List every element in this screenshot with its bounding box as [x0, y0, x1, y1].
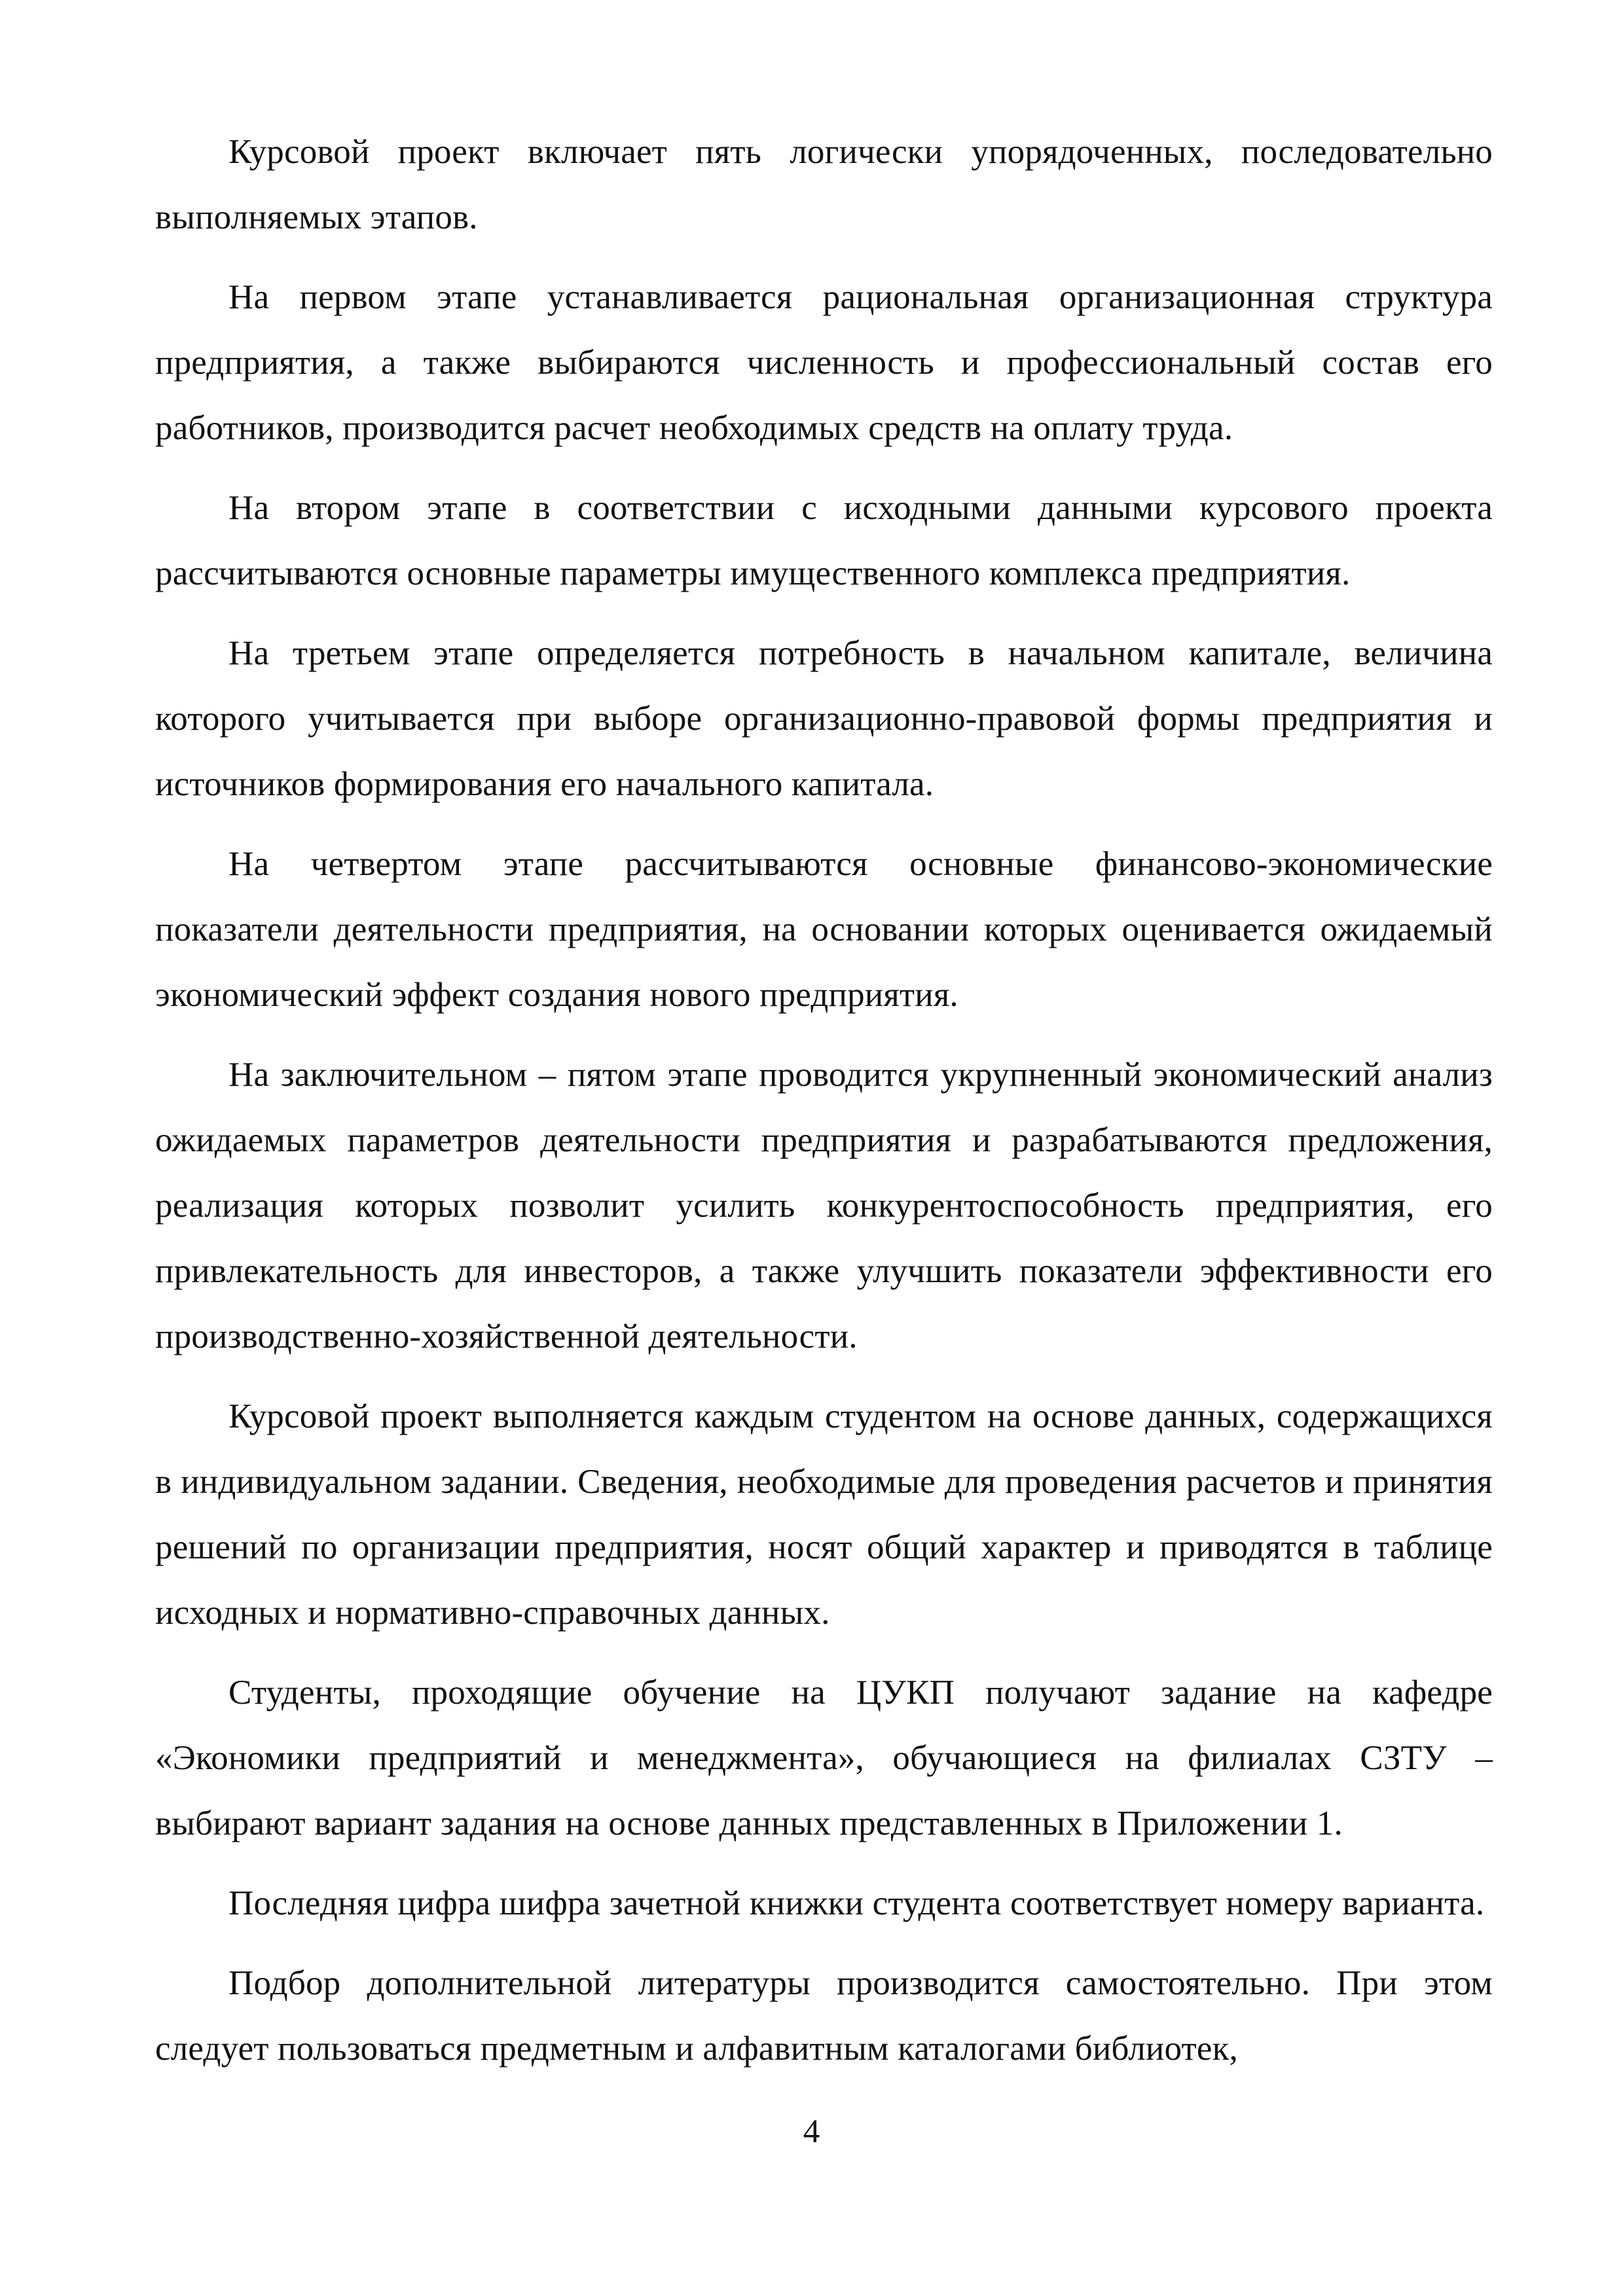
paragraph: Курсовой проект выполняется каждым студентом на основе данных, содержащихся в индивидуальном задании. Сведения, необходимые для проведения расчетов и принятия решений по организации предприятия, носят общий характер и приводятся в таблице исходных и нормативно-справочных данных. — [155, 1397, 1493, 1632]
paragraph: На четвертом этапе рассчитываются основные финансово-экономические показатели деятельности предприятия, на основании которых оценивается ожидаемый экономический эффект создания нового предприятия. — [155, 845, 1493, 1014]
paragraph: На третьем этапе определяется потребность в начальном капитале, величина которого учитывается при выборе организационно-правовой формы предприятия и источников формирования его начального капитала. — [155, 634, 1493, 803]
paragraph: На втором этапе в соответствии с исходными данными курсового проекта рассчитываются основные параметры имущественного комплекса предприятия. — [155, 489, 1493, 592]
paragraph: Курсовой проект включает пять логически упорядоченных, последовательно выполняемых этапов. — [155, 133, 1493, 236]
document-body — [155, 119, 1493, 2096]
paragraph: На заключительном – пятом этапе проводится укрупненный экономический анализ ожидаемых параметров деятельности предприятия и разрабатываются предложения, реализация которых позволит усилить конкурентоспособность предприятия, его привлекательность для инвесторов, а также улучшить показатели эффективности его производственно-хозяйственной деятельности. — [155, 1056, 1493, 1355]
paragraph: Подбор дополнительной литературы производится самостоятельно. При этом следует пользоваться предметным и алфавитным каталогами библиотек, — [155, 1964, 1493, 2068]
paragraph: Последняя цифра шифра зачетной книжки студента соответствует номеру варианта. — [228, 1884, 1485, 1922]
paragraph: Студенты, проходящие обучение на ЦУКП получают задание на кафедре «Экономики предприятий и менеджмента», обучающиеся на филиалах СЗТУ – выбирают вариант задания на основе данных представленных в Приложении 1. — [155, 1674, 1493, 1842]
page-number: 4 — [803, 2113, 820, 2150]
paragraph: На первом этапе устанавливается рациональная организационная структура предприятия, а также выбираются численность и профессиональный состав его работников, производится расчет необходимых средств на оплату труда. — [155, 278, 1493, 447]
